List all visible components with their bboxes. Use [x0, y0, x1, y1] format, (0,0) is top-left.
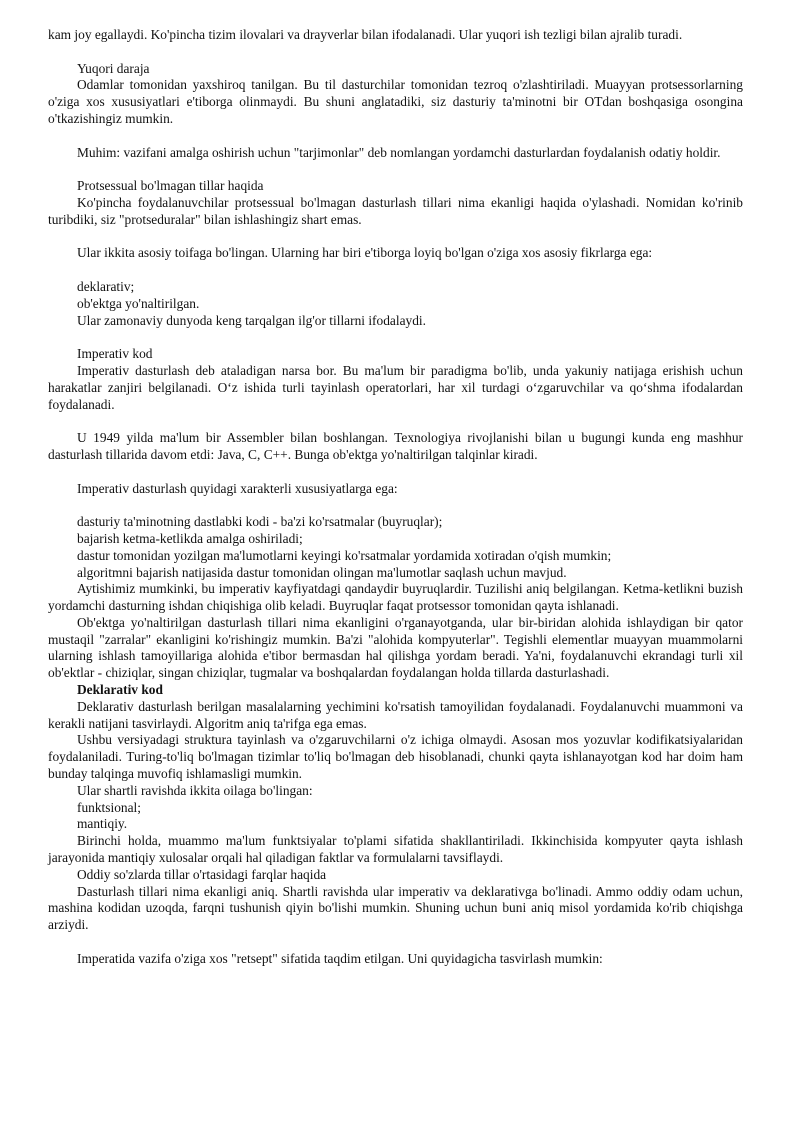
- heading-declarative-code: Deklarativ kod: [77, 682, 163, 698]
- paragraph-oop: Ob'ektga yo'naltirilgan dasturlash tillari nima ekanligini o'rganayotganda, ular bir-biridan alohida ishlaydigan bir qator mustaqil "zarralar" ekanligini ko'rishingiz mumkin. Ba'zi "alohida kompyuterlar". Tegishli elementlar muayyan muammolarni ularning ishlash tamoyillariga alohida e'tibor bermasdan hal qilishga yordam beradi. Ya'ni, foydalanuvchi ekrandagi turli xil ob'ektlar - chiziqlar, singan chiziqlar, tugmalar va boshqalardan foydalangan holda tillarda dasturlashadi.: [48, 614, 743, 681]
- paragraph-two-families: Ular shartli ravishda ikkita oilaga bo'lingan:: [77, 782, 313, 798]
- paragraph-imperative-definition: Imperativ dasturlash deb ataladigan narsa bor. Bu ma'lum bir paradigma bo'lib, unda yakuniy natijaga erishish uchun harakatlar zanjiri belgilanadi. O‘z ishida turli tayinlash operatorlari, har xil turdagi o‘zgaruvchilar va qo‘shma ifodalardan foydalanadi.: [48, 362, 743, 412]
- document-page: [48, 27, 743, 968]
- list-item: mantiqiy.: [77, 816, 128, 832]
- heading-differences: Oddiy so'zlarda tillar o'rtasidagi farqlar haqida: [77, 866, 327, 882]
- paragraph-functional-logical: Birinchi holda, muammo ma'lum funktsiyalar to'plami sifatida shakllantiriladi. Ikkinchisida kompyuter qayta ishlash jarayonida mantiqiy xulosalar orqali hal qiladigan faktlar va formulalarni tavsiflaydi.: [48, 833, 743, 866]
- list-item: ob'ektga yo'naltirilgan.: [77, 295, 200, 311]
- heading-non-procedural: Protsessual bo'lmagan tillar haqida: [77, 178, 264, 194]
- spacer: [48, 44, 743, 61]
- spacer: [48, 464, 743, 481]
- paragraph-imperative-features: Imperativ dasturlash quyidagi xarakterli xususiyatlarga ega:: [77, 480, 398, 496]
- spacer: [48, 128, 743, 145]
- heading-high-level: Yuqori daraja: [77, 60, 150, 76]
- paragraph-important-note: Muhim: vazifani amalga oshirish uchun "tarjimonlar" deb nomlangan yordamchi dasturlardan foydalanish odatiy holdir.: [77, 144, 721, 160]
- spacer: [48, 934, 743, 951]
- spacer: [48, 262, 743, 279]
- paragraph-high-level: Odamlar tomonidan yaxshiroq tanilgan. Bu til dasturchilar tomonidan tezroq o'zlashtiriladi. Muayyan protsessorlarning o'ziga xos xususiyatlari e'tiborga olinmaydi. Bu shuni anglatadiki, siz dasturiy ta'minotni bir OTdan boshqasiga osongina o'tkazishingiz mumkin.: [48, 77, 743, 126]
- spacer: [48, 497, 743, 514]
- paragraph-modern-languages: Ular zamonaviy dunyoda keng tarqalgan ilg'or tillarni ifodalaydi.: [77, 312, 426, 328]
- paragraph-recipe: Imperatida vazifa o'ziga xos "retsept" sifatida taqdim etilgan. Uni quyidagicha tasvirlash mumkin:: [77, 950, 603, 966]
- spacer: [48, 161, 743, 178]
- list-item: funktsional;: [77, 799, 141, 815]
- heading-imperative-code: Imperativ kod: [77, 346, 153, 362]
- paragraph-declarative-definition: Deklarativ dasturlash berilgan masalalarning yechimini ko'rsatish tamoyilidan foydalanadi. Foydalanuvchi muammoni va kerakli natijani tasvirlaydi. Algoritm aniq ta'rifga ega emas.: [48, 698, 743, 731]
- paragraph-imperative-history: U 1949 yilda ma'lum bir Assembler bilan boshlangan. Texnologiya rivojlanishi bilan u bugungi kunda eng mashhur dasturlash tillarida davom etdi: Java, C, C++. Bunga ob'ektga yo'naltirilgan talqinlar kiradi.: [48, 430, 743, 462]
- spacer: [48, 413, 743, 430]
- paragraph-declarative-structure: Ushbu versiyadagi struktura tayinlash va o'zgaruvchilarni o'z ichiga olmaydi. Asosan mos yozuvlar kodifikatsiyalaridan foydalaniladi. Turing-to'liq bo'lmagan tizimlar to'liq bo'lmagan deb hisoblanadi, chunki qayta ishlanayotgan kod har doim ham bunday talqinga muvofiq ishlamasligi mumkin.: [48, 732, 743, 782]
- list-item: dasturiy ta'minotning dastlabki kodi - ba'zi ko'rsatmalar (buyruqlar);: [77, 514, 443, 530]
- list-item: bajarish ketma-ketlikda amalga oshiriladi;: [77, 530, 303, 546]
- paragraph-two-categories: Ular ikkita asosiy toifaga bo'lingan. Ularning har biri e'tiborga loyiq bo'lgan o'ziga xos asosiy fikrlarga ega:: [77, 245, 653, 261]
- paragraph-non-procedural: Ko'pincha foydalanuvchilar protsessual bo'lmagan dasturlash tillari nima ekanligi haqida o'ylashadi. Nomidan ko'rinib turibdiki, siz "protseduralar" bilan ishlashingiz shart emas.: [48, 194, 743, 227]
- spacer: [48, 229, 743, 246]
- list-item: deklarativ;: [77, 278, 135, 294]
- paragraph-imperative-commands: Aytishimiz mumkinki, bu imperativ kayfiyatdagi qandaydir buyruqlardir. Tuzilishi aniq belgilangan. Ketma-ketlikni buzish yordamchi dasturning ishdan chiqishiga olib keladi. Buyruqlar faqat protsessor tomonidan qayta ishlanadi.: [48, 581, 743, 614]
- list-item: dastur tomonidan yozilgan ma'lumotlarni keyingi ko'rsatmalar yordamida xotiradan o'qish mumkin;: [77, 547, 612, 563]
- spacer: [48, 329, 743, 346]
- list-item: algoritmni bajarish natijasida dastur tomonidan olingan ma'lumotlar saqlash uchun mavjud.: [77, 564, 567, 580]
- paragraph-intro: kam joy egallaydi. Ko'pincha tizim ilovalari va drayverlar bilan ifodalanadi. Ular yuqori ish tezligi bilan ajralib turadi.: [48, 27, 683, 42]
- paragraph-differences: Dasturlash tillari nima ekanligi aniq. Shartli ravishda ular imperativ va deklarativga bo'linadi. Ammo oddiy odam uchun, mashina kodidan uzoqda, farqni tushunish qiyin bo'lishi mumkin. Shuning uchun buni aniq misol yordamida ko'rib chiqishga arziydi.: [48, 883, 743, 933]
